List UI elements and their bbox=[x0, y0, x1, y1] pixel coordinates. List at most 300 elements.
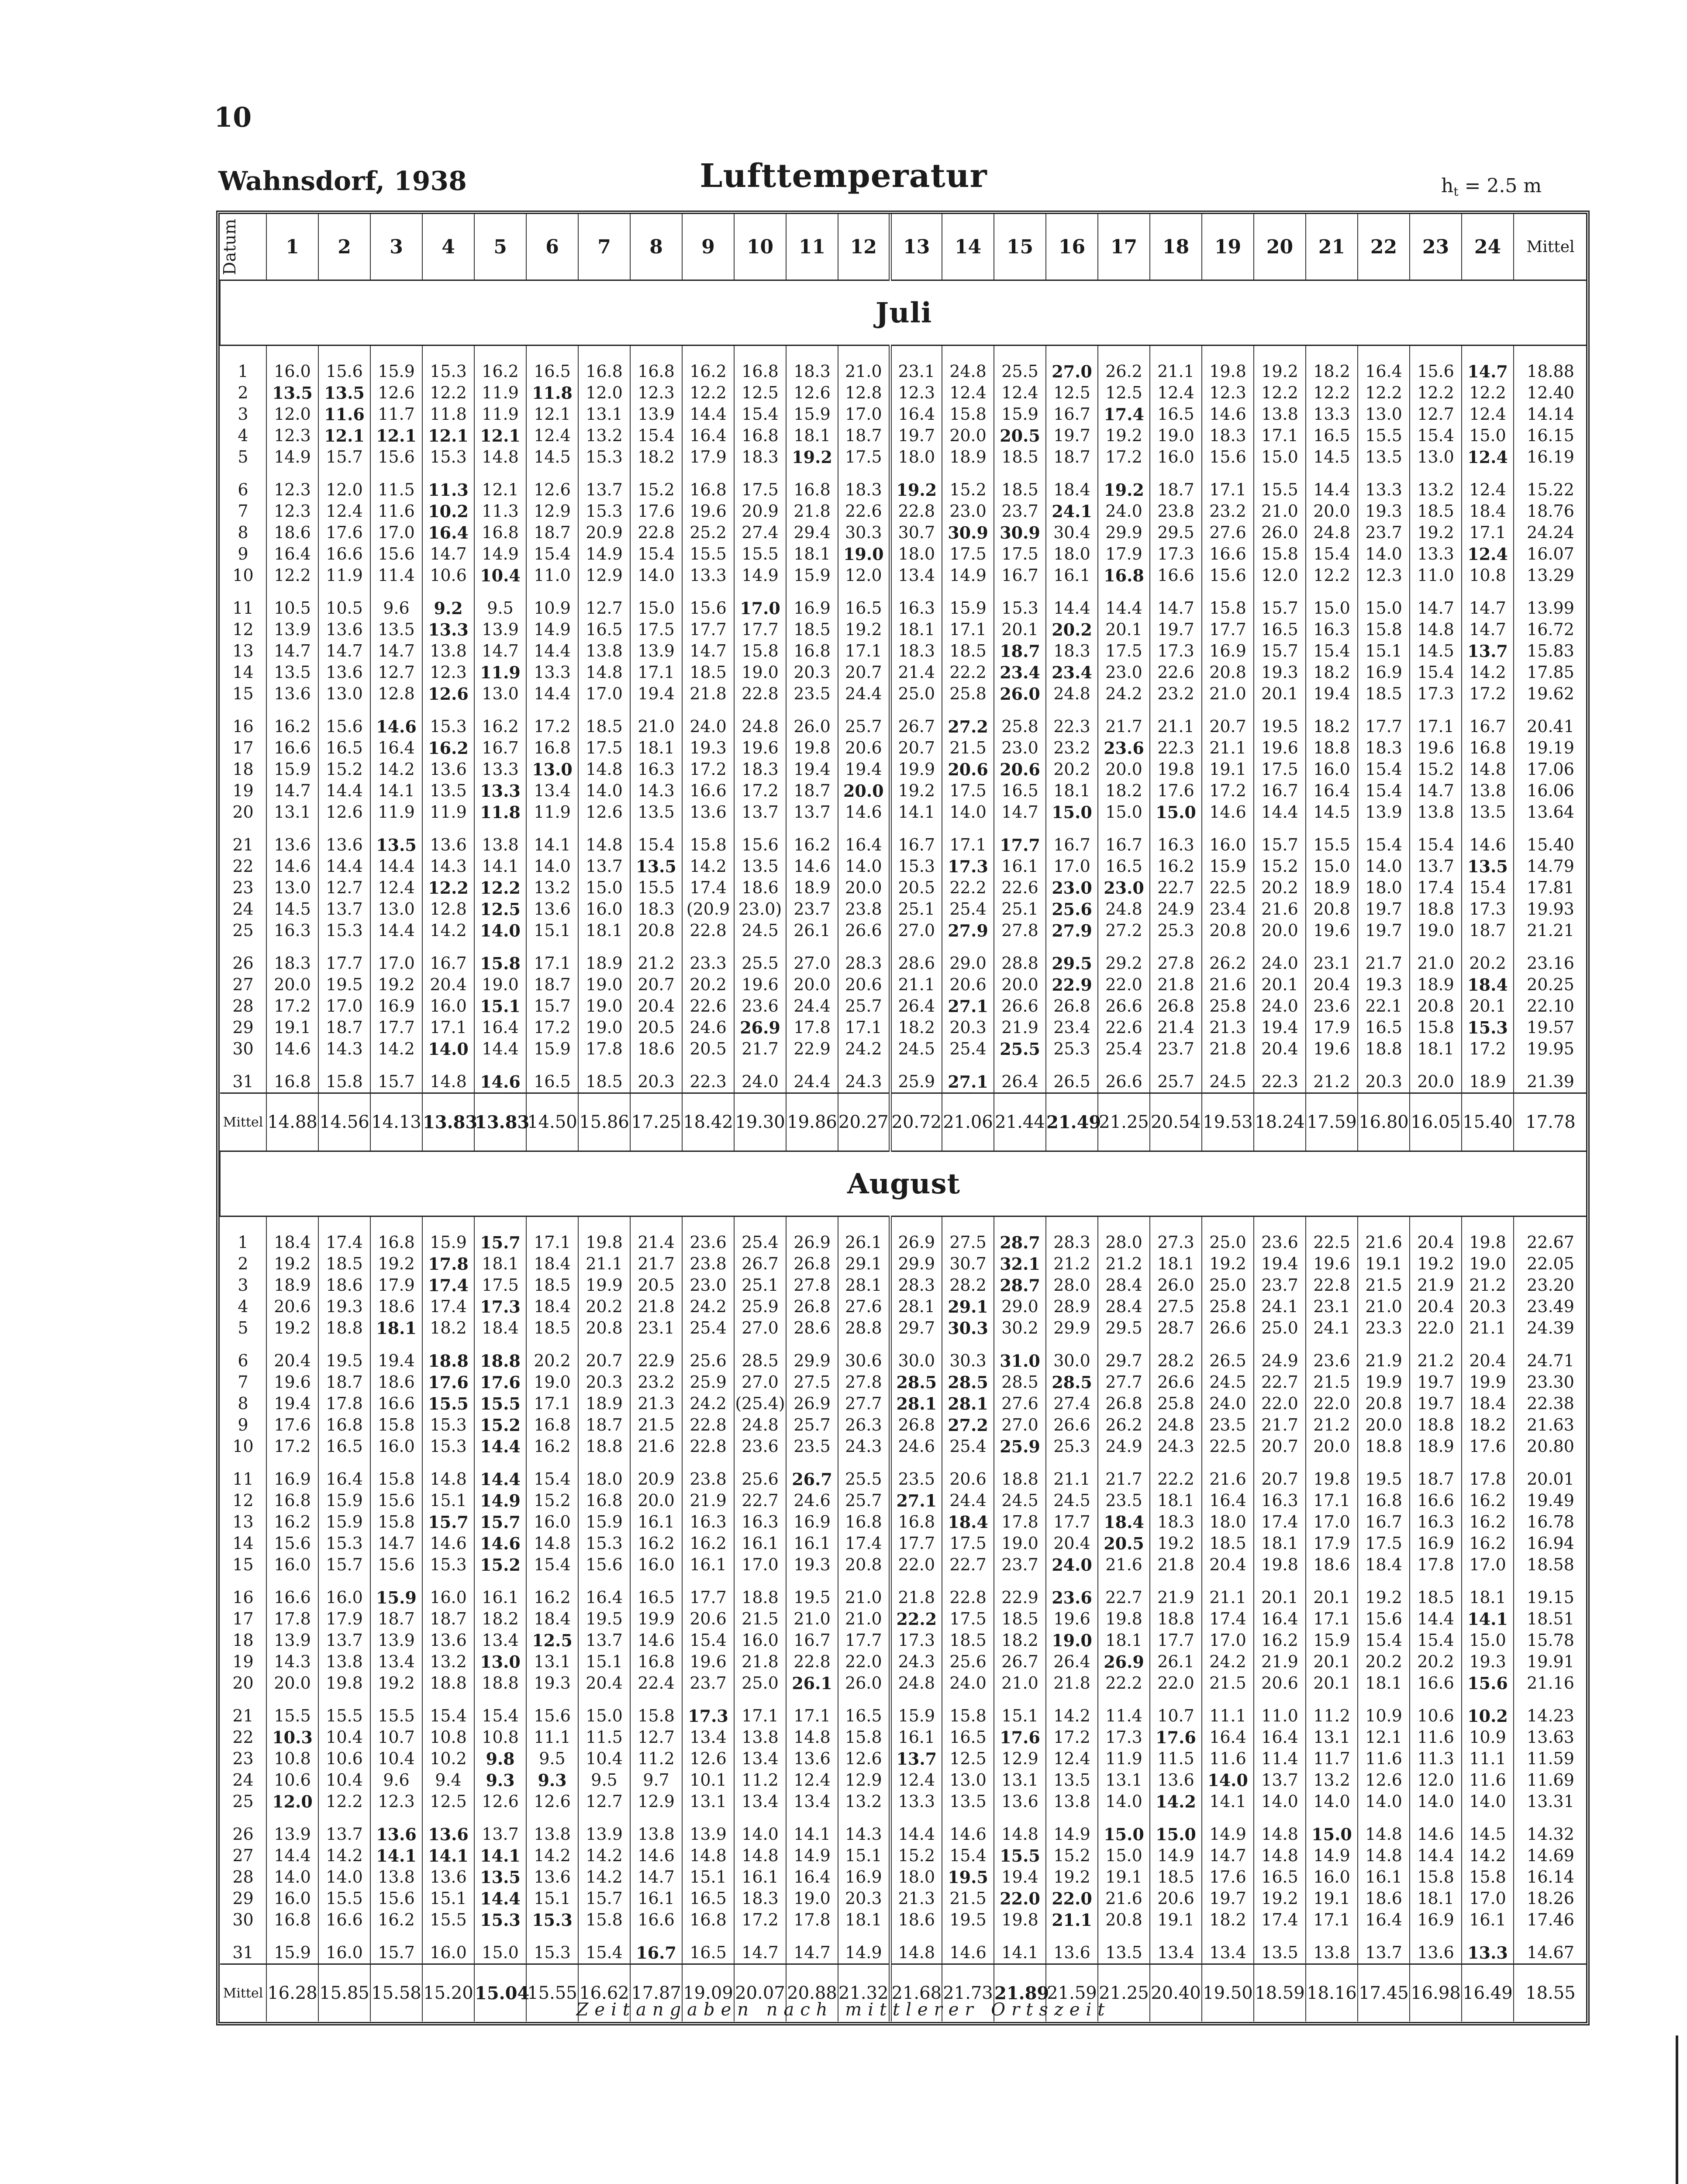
temperature-cell: 23.7 bbox=[1150, 1038, 1202, 1060]
temperature-cell: 18.8 bbox=[1306, 737, 1358, 759]
temperature-cell: 16.4 bbox=[422, 522, 474, 543]
temperature-cell: 14.2 bbox=[370, 1038, 422, 1060]
temperature-cell: 20.8 bbox=[1098, 1909, 1150, 1931]
temperature-cell: 13.6 bbox=[422, 1630, 474, 1651]
temperature-cell: 12.6 bbox=[838, 1748, 890, 1769]
temperature-cell: 20.0 bbox=[630, 1490, 682, 1511]
temperature-cell: 18.5 bbox=[942, 640, 994, 662]
temperature-cell: 24.3 bbox=[838, 1436, 890, 1457]
temperature-cell: 10.4 bbox=[578, 1748, 630, 1769]
temperature-cell: 26.1 bbox=[786, 1673, 838, 1694]
temperature-cell: 18.8 bbox=[734, 1576, 786, 1608]
temperature-cell: 20.0 bbox=[994, 974, 1046, 995]
hourly-mean-cell: 18.42 bbox=[682, 1093, 734, 1151]
temperature-cell: 18.8 bbox=[318, 1317, 370, 1339]
hourly-mean-cell: 16.05 bbox=[1410, 1093, 1462, 1151]
temperature-cell: 12.7 bbox=[578, 1791, 630, 1812]
temperature-cell: 14.0 bbox=[474, 920, 526, 941]
temperature-cell: 24.9 bbox=[1098, 1436, 1150, 1457]
temperature-cell: 24.0 bbox=[1202, 1393, 1254, 1414]
temperature-cell: 27.7 bbox=[1098, 1372, 1150, 1393]
temperature-cell: 19.6 bbox=[734, 974, 786, 995]
temperature-cell: 19.1 bbox=[266, 1017, 318, 1038]
temperature-cell: 25.7 bbox=[1150, 1060, 1202, 1093]
hour-header: 1 bbox=[266, 214, 318, 280]
temperature-cell: 23.4 bbox=[1202, 898, 1254, 920]
day-cell: 21 bbox=[232, 835, 254, 854]
temperature-cell: 30.0 bbox=[890, 1339, 942, 1372]
temperature-cell: 13.9 bbox=[370, 1630, 422, 1651]
temperature-cell: 17.3 bbox=[1150, 543, 1202, 565]
temperature-cell: 14.0 bbox=[422, 1038, 474, 1060]
temperature-cell: 16.6 bbox=[370, 1393, 422, 1414]
temperature-cell: 14.8 bbox=[1358, 1845, 1410, 1866]
temperature-cell: 13.6 bbox=[266, 683, 318, 705]
temperature-cell: 24.1 bbox=[1046, 501, 1098, 522]
temperature-cell: 14.2 bbox=[1462, 1845, 1514, 1866]
day-cell: 5 bbox=[238, 447, 248, 467]
temperature-cell: 16.8 bbox=[838, 1511, 890, 1533]
temperature-cell: 15.0 bbox=[1306, 856, 1358, 877]
temperature-cell: 25.1 bbox=[890, 898, 942, 920]
temperature-cell: 17.8 bbox=[578, 1038, 630, 1060]
temperature-cell: 19.6 bbox=[1306, 1038, 1358, 1060]
temperature-cell: 14.7 bbox=[370, 640, 422, 662]
hourly-mean-cell: 20.07 bbox=[734, 1964, 786, 2022]
temperature-cell: 29.5 bbox=[1150, 522, 1202, 543]
temperature-cell: 27.2 bbox=[942, 1414, 994, 1436]
hour-header: 20 bbox=[1254, 214, 1306, 280]
temperature-cell: 16.3 bbox=[1306, 619, 1358, 640]
temperature-cell: 19.2 bbox=[1046, 1866, 1098, 1888]
temperature-cell: 15.9 bbox=[994, 404, 1046, 425]
daily-mean-cell: 13.64 bbox=[1514, 802, 1587, 823]
temperature-cell: 16.8 bbox=[786, 468, 838, 501]
temperature-cell: 18.5 bbox=[1410, 501, 1462, 522]
temperature-cell: 13.3 bbox=[682, 565, 734, 586]
temperature-cell: 12.6 bbox=[682, 1748, 734, 1769]
temperature-cell: 15.3 bbox=[890, 856, 942, 877]
temperature-cell: 12.6 bbox=[422, 683, 474, 705]
table-row bbox=[220, 468, 1587, 501]
temperature-cell: 30.4 bbox=[1046, 522, 1098, 543]
temperature-cell: 14.3 bbox=[422, 856, 474, 877]
temperature-cell: 19.9 bbox=[1358, 1372, 1410, 1393]
temperature-cell: 20.8 bbox=[1202, 920, 1254, 941]
table-row bbox=[220, 1060, 1587, 1093]
temperature-cell: 15.4 bbox=[630, 543, 682, 565]
temperature-cell: 30.3 bbox=[942, 1317, 994, 1339]
temperature-cell: 17.6 bbox=[994, 1727, 1046, 1748]
temperature-cell: 28.4 bbox=[1098, 1296, 1150, 1317]
temperature-cell: 17.7 bbox=[1150, 1630, 1202, 1651]
temperature-cell: 25.4 bbox=[942, 898, 994, 920]
monthly-mean-cell: 17.78 bbox=[1514, 1093, 1587, 1151]
temperature-cell: 16.6 bbox=[1410, 1673, 1462, 1694]
temperature-cell: 19.4 bbox=[630, 683, 682, 705]
temperature-cell: 19.2 bbox=[1410, 522, 1462, 543]
temperature-cell: 23.2 bbox=[630, 1372, 682, 1393]
daily-mean-cell: 14.23 bbox=[1514, 1694, 1587, 1727]
temperature-cell: 14.0 bbox=[526, 856, 578, 877]
temperature-cell: 14.5 bbox=[1410, 640, 1462, 662]
temperature-cell: 18.3 bbox=[734, 1888, 786, 1909]
temperature-cell: 23.8 bbox=[682, 1253, 734, 1275]
temperature-cell: 26.7 bbox=[786, 1457, 838, 1490]
temperature-cell: 12.5 bbox=[734, 382, 786, 404]
temperature-cell: 12.3 bbox=[890, 382, 942, 404]
temperature-cell: 21.7 bbox=[1098, 1457, 1150, 1490]
temperature-cell: 21.8 bbox=[1150, 1554, 1202, 1576]
temperature-cell: 14.0 bbox=[734, 1812, 786, 1845]
temperature-cell: 18.2 bbox=[1462, 1414, 1514, 1436]
temperature-cell: 14.2 bbox=[370, 759, 422, 780]
temperature-cell: 24.3 bbox=[890, 1651, 942, 1673]
temperature-cell: 17.1 bbox=[1306, 1490, 1358, 1511]
temperature-cell: 15.5 bbox=[734, 543, 786, 565]
temperature-cell: 29.7 bbox=[890, 1317, 942, 1339]
temperature-cell: 18.5 bbox=[1150, 1866, 1202, 1888]
temperature-cell: 21.8 bbox=[786, 501, 838, 522]
temperature-cell: 15.6 bbox=[1358, 1608, 1410, 1630]
temperature-cell: 14.4 bbox=[1254, 802, 1306, 823]
temperature-cell: 11.9 bbox=[526, 802, 578, 823]
temperature-cell: 15.6 bbox=[1462, 1673, 1514, 1694]
temperature-cell: 18.9 bbox=[266, 1275, 318, 1296]
temperature-cell: 15.8 bbox=[1254, 543, 1306, 565]
temperature-cell: 14.8 bbox=[578, 759, 630, 780]
temperature-cell: 14.5 bbox=[1462, 1812, 1514, 1845]
temperature-cell: 13.6 bbox=[526, 898, 578, 920]
temperature-cell: 21.8 bbox=[734, 1651, 786, 1673]
temperature-cell: 18.8 bbox=[422, 1339, 474, 1372]
temperature-cell: 14.9 bbox=[526, 619, 578, 640]
temperature-cell: 16.5 bbox=[838, 1694, 890, 1727]
day-cell: 1 bbox=[238, 1233, 248, 1252]
temperature-cell: 19.4 bbox=[1306, 683, 1358, 705]
temperature-cell: 21.6 bbox=[1358, 1216, 1410, 1254]
temperature-cell: 13.6 bbox=[526, 1866, 578, 1888]
temperature-cell: 22.8 bbox=[682, 920, 734, 941]
temperature-cell: 17.2 bbox=[734, 780, 786, 802]
table-row bbox=[220, 1253, 1587, 1275]
temperature-cell: 15.3 bbox=[422, 346, 474, 383]
table-row bbox=[220, 920, 1587, 941]
temperature-cell: 22.8 bbox=[890, 501, 942, 522]
temperature-cell: 19.0 bbox=[994, 1533, 1046, 1554]
temperature-cell: 16.2 bbox=[786, 823, 838, 856]
temperature-cell: 14.6 bbox=[942, 1812, 994, 1845]
temperature-cell: 20.6 bbox=[994, 759, 1046, 780]
hourly-mean-cell: 13.83 bbox=[474, 1093, 526, 1151]
temperature-cell: 19.2 bbox=[786, 446, 838, 468]
temperature-cell: 16.0 bbox=[266, 1888, 318, 1909]
temperature-cell: 15.3 bbox=[422, 705, 474, 737]
temperature-cell: 16.9 bbox=[370, 995, 422, 1017]
temperature-cell: 18.6 bbox=[370, 1372, 422, 1393]
temperature-cell: 21.2 bbox=[1410, 1339, 1462, 1372]
temperature-cell: 12.3 bbox=[266, 468, 318, 501]
temperature-cell: 17.5 bbox=[474, 1275, 526, 1296]
temperature-cell: 16.4 bbox=[1358, 1909, 1410, 1931]
temperature-cell: 23.7 bbox=[994, 1554, 1046, 1576]
temperature-cell: 16.6 bbox=[318, 1909, 370, 1931]
temperature-cell: 13.5 bbox=[1098, 1931, 1150, 1964]
height-value: = 2.5 m bbox=[1458, 175, 1542, 197]
temperature-cell: 21.5 bbox=[1358, 1275, 1410, 1296]
temperature-cell: 17.4 bbox=[422, 1296, 474, 1317]
temperature-cell: 16.5 bbox=[526, 1060, 578, 1093]
temperature-cell: 20.3 bbox=[942, 1017, 994, 1038]
temperature-cell: 21.0 bbox=[1358, 1296, 1410, 1317]
temperature-cell: 17.5 bbox=[630, 619, 682, 640]
temperature-cell: 27.0 bbox=[786, 941, 838, 974]
temperature-cell: 16.8 bbox=[630, 1651, 682, 1673]
temperature-cell: 16.0 bbox=[1306, 1866, 1358, 1888]
temperature-cell: 19.3 bbox=[526, 1673, 578, 1694]
table-row bbox=[220, 1533, 1587, 1554]
temperature-cell: 11.9 bbox=[370, 802, 422, 823]
temperature-cell: 14.9 bbox=[474, 1490, 526, 1511]
temperature-cell: 13.5 bbox=[942, 1791, 994, 1812]
temperature-cell: 16.8 bbox=[578, 346, 630, 383]
temperature-cell: 22.6 bbox=[994, 877, 1046, 898]
table-row bbox=[220, 619, 1587, 640]
temperature-cell: 18.8 bbox=[474, 1339, 526, 1372]
temperature-cell: 13.9 bbox=[1358, 802, 1410, 823]
mittel-row bbox=[220, 1093, 1587, 1151]
temperature-cell: 19.0 bbox=[734, 662, 786, 683]
temperature-cell: 26.7 bbox=[994, 1651, 1046, 1673]
temperature-cell: 24.6 bbox=[786, 1490, 838, 1511]
temperature-cell: 12.4 bbox=[786, 1769, 838, 1791]
table-row bbox=[220, 1608, 1587, 1630]
temperature-cell: 23.7 bbox=[682, 1673, 734, 1694]
temperature-cell: 16.6 bbox=[266, 737, 318, 759]
temperature-cell: 17.2 bbox=[734, 1909, 786, 1931]
temperature-cell: 20.9 bbox=[578, 522, 630, 543]
temperature-cell: 14.8 bbox=[1254, 1845, 1306, 1866]
table-row bbox=[220, 1296, 1587, 1317]
day-cell: 20 bbox=[232, 802, 254, 822]
temperature-cell: 14.6 bbox=[370, 705, 422, 737]
day-cell: 27 bbox=[232, 1846, 254, 1865]
temperature-cell: 17.5 bbox=[1358, 1533, 1410, 1554]
temperature-cell: 16.2 bbox=[682, 1533, 734, 1554]
hour-header: 4 bbox=[422, 214, 474, 280]
temperature-cell: 20.2 bbox=[682, 974, 734, 995]
temperature-cell: 20.3 bbox=[630, 1060, 682, 1093]
temperature-cell: 13.5 bbox=[474, 1866, 526, 1888]
temperature-cell: 18.3 bbox=[1202, 425, 1254, 446]
temperature-cell: 15.6 bbox=[526, 1694, 578, 1727]
temperature-cell: 21.6 bbox=[1202, 974, 1254, 995]
temperature-cell: 19.2 bbox=[1410, 1253, 1462, 1275]
temperature-cell: 13.6 bbox=[266, 823, 318, 856]
temperature-cell: 18.9 bbox=[578, 1393, 630, 1414]
temperature-cell: 30.9 bbox=[942, 522, 994, 543]
temperature-cell: 11.4 bbox=[1098, 1694, 1150, 1727]
hour-header: 9 bbox=[682, 214, 734, 280]
temperature-cell: 17.1 bbox=[838, 640, 890, 662]
temperature-cell: 16.2 bbox=[526, 1436, 578, 1457]
temperature-cell: 13.1 bbox=[266, 802, 318, 823]
temperature-cell: 13.7 bbox=[890, 1748, 942, 1769]
temperature-cell: 9.2 bbox=[422, 586, 474, 619]
temperature-cell: 13.1 bbox=[526, 1651, 578, 1673]
daily-mean-cell: 19.95 bbox=[1514, 1038, 1587, 1060]
table-row bbox=[220, 543, 1587, 565]
temperature-cell: 19.5 bbox=[318, 1339, 370, 1372]
temperature-cell: 15.3 bbox=[318, 1533, 370, 1554]
day-cell: 28 bbox=[232, 996, 254, 1016]
temperature-cell: 23.2 bbox=[1150, 683, 1202, 705]
temperature-cell: 13.8 bbox=[1046, 1791, 1098, 1812]
temperature-cell: 15.0 bbox=[1150, 802, 1202, 823]
temperature-cell: 14.4 bbox=[318, 780, 370, 802]
temperature-cell: 15.8 bbox=[370, 1457, 422, 1490]
table-row bbox=[220, 1769, 1587, 1791]
temperature-cell: 15.6 bbox=[682, 586, 734, 619]
temperature-cell: 15.5 bbox=[474, 1393, 526, 1414]
temperature-cell: 21.5 bbox=[942, 737, 994, 759]
temperature-cell: 12.4 bbox=[1462, 468, 1514, 501]
temperature-cell: 18.2 bbox=[890, 1017, 942, 1038]
temperature-cell: 21.4 bbox=[630, 1216, 682, 1254]
temperature-cell: 18.3 bbox=[786, 346, 838, 383]
temperature-cell: 18.8 bbox=[1358, 1436, 1410, 1457]
temperature-cell: 16.2 bbox=[422, 737, 474, 759]
temperature-cell: 22.3 bbox=[1254, 1060, 1306, 1093]
temperature-cell: 16.4 bbox=[318, 1457, 370, 1490]
mittel-label: Mittel bbox=[220, 1964, 266, 2022]
temperature-cell: 20.6 bbox=[1254, 1673, 1306, 1694]
temperature-cell: 16.7 bbox=[1046, 404, 1098, 425]
day-cell: 15 bbox=[232, 1555, 254, 1574]
temperature-cell: 16.7 bbox=[1358, 1511, 1410, 1533]
temperature-cell: 18.5 bbox=[1202, 1533, 1254, 1554]
temperature-cell: 18.1 bbox=[1150, 1253, 1202, 1275]
temperature-cell: 21.9 bbox=[682, 1490, 734, 1511]
temperature-cell: 29.5 bbox=[1098, 1317, 1150, 1339]
temperature-cell: 18.1 bbox=[578, 920, 630, 941]
temperature-cell: 15.5 bbox=[422, 1393, 474, 1414]
temperature-cell: 25.7 bbox=[786, 1414, 838, 1436]
temperature-cell: 14.6 bbox=[838, 802, 890, 823]
hour-header: 2 bbox=[318, 214, 370, 280]
temperature-cell: 31.0 bbox=[994, 1339, 1046, 1372]
temperature-cell: 16.8 bbox=[526, 1414, 578, 1436]
temperature-cell: 18.9 bbox=[578, 941, 630, 974]
temperature-cell: 12.5 bbox=[526, 1630, 578, 1651]
table-row bbox=[220, 974, 1587, 995]
page-title: Lufttemperatur bbox=[700, 157, 987, 195]
temperature-cell: 14.7 bbox=[474, 640, 526, 662]
temperature-cell: 15.4 bbox=[578, 1931, 630, 1964]
temperature-cell: 19.5 bbox=[1358, 1457, 1410, 1490]
temperature-cell: 20.2 bbox=[578, 1296, 630, 1317]
temperature-cell: 26.2 bbox=[1202, 941, 1254, 974]
temperature-cell: 16.9 bbox=[1410, 1533, 1462, 1554]
temperature-cell: 20.0 bbox=[786, 974, 838, 995]
temperature-cell: 21.2 bbox=[1046, 1253, 1098, 1275]
table-row bbox=[220, 501, 1587, 522]
temperature-cell: 15.6 bbox=[370, 543, 422, 565]
temperature-cell: 19.6 bbox=[734, 737, 786, 759]
temperature-cell: 26.6 bbox=[838, 920, 890, 941]
temperature-cell: 17.3 bbox=[1462, 898, 1514, 920]
temperature-cell: 14.7 bbox=[266, 780, 318, 802]
temperature-cell: 27.5 bbox=[942, 1216, 994, 1254]
day-cell: 25 bbox=[232, 1792, 254, 1811]
temperature-cell: 13.2 bbox=[578, 425, 630, 446]
temperature-cell: 12.4 bbox=[1462, 404, 1514, 425]
temperature-cell: 13.4 bbox=[734, 1748, 786, 1769]
temperature-cell: 15.2 bbox=[1254, 856, 1306, 877]
height-symbol: h bbox=[1441, 175, 1454, 197]
temperature-cell: 15.6 bbox=[318, 705, 370, 737]
day-cell: 3 bbox=[238, 404, 248, 424]
temperature-cell: 21.8 bbox=[1202, 1038, 1254, 1060]
footer-note: Zeitangaben nach mittlerer Ortszeit bbox=[576, 2000, 1111, 2020]
temperature-cell: 13.5 bbox=[370, 823, 422, 856]
monthly-mean-cell: 18.55 bbox=[1514, 1964, 1587, 2022]
daily-mean-cell: 16.07 bbox=[1514, 543, 1587, 565]
temperature-cell: 13.5 bbox=[630, 802, 682, 823]
temperature-cell: 20.7 bbox=[630, 974, 682, 995]
temperature-cell: 24.2 bbox=[1098, 683, 1150, 705]
temperature-cell: 16.4 bbox=[1202, 1490, 1254, 1511]
daily-mean-cell: 23.20 bbox=[1514, 1275, 1587, 1296]
temperature-cell: 14.0 bbox=[1410, 1791, 1462, 1812]
temperature-cell: 24.5 bbox=[890, 1038, 942, 1060]
hourly-mean-cell: 20.88 bbox=[786, 1964, 838, 2022]
temperature-cell: 19.1 bbox=[1150, 1909, 1202, 1931]
temperature-cell: 26.5 bbox=[1046, 1060, 1098, 1093]
temperature-cell: 20.8 bbox=[838, 1554, 890, 1576]
day-cell: 6 bbox=[238, 1351, 248, 1370]
temperature-cell: 17.8 bbox=[994, 1511, 1046, 1533]
temperature-cell: 18.7 bbox=[526, 974, 578, 995]
datum-label: Datum bbox=[220, 218, 239, 275]
temperature-cell: 17.5 bbox=[942, 780, 994, 802]
hour-header: 7 bbox=[578, 214, 630, 280]
temperature-cell: 17.0 bbox=[1202, 1630, 1254, 1651]
temperature-cell: 20.0 bbox=[266, 1673, 318, 1694]
temperature-cell: 16.0 bbox=[1202, 823, 1254, 856]
temperature-cell: 28.5 bbox=[890, 1372, 942, 1393]
temperature-cell: 21.0 bbox=[1254, 501, 1306, 522]
temperature-cell: 16.1 bbox=[630, 1888, 682, 1909]
temperature-cell: 20.7 bbox=[578, 1339, 630, 1372]
temperature-cell: 14.1 bbox=[422, 1845, 474, 1866]
temperature-cell: 26.6 bbox=[1046, 1414, 1098, 1436]
temperature-cell: 16.9 bbox=[786, 1511, 838, 1533]
temperature-cell: 23.5 bbox=[1202, 1414, 1254, 1436]
temperature-cell: 12.1 bbox=[474, 468, 526, 501]
temperature-cell: 18.1 bbox=[786, 425, 838, 446]
page-edge-mark bbox=[1676, 2035, 1678, 2184]
table-row bbox=[220, 1490, 1587, 1511]
temperature-cell: 25.5 bbox=[994, 346, 1046, 383]
temperature-cell: 17.6 bbox=[1202, 1866, 1254, 1888]
temperature-cell: 20.2 bbox=[526, 1339, 578, 1372]
temperature-cell: 25.7 bbox=[838, 1490, 890, 1511]
temperature-cell: 18.9 bbox=[1410, 1436, 1462, 1457]
temperature-cell: 21.0 bbox=[1410, 941, 1462, 974]
temperature-cell: 26.9 bbox=[890, 1216, 942, 1254]
temperature-cell: 18.1 bbox=[630, 737, 682, 759]
